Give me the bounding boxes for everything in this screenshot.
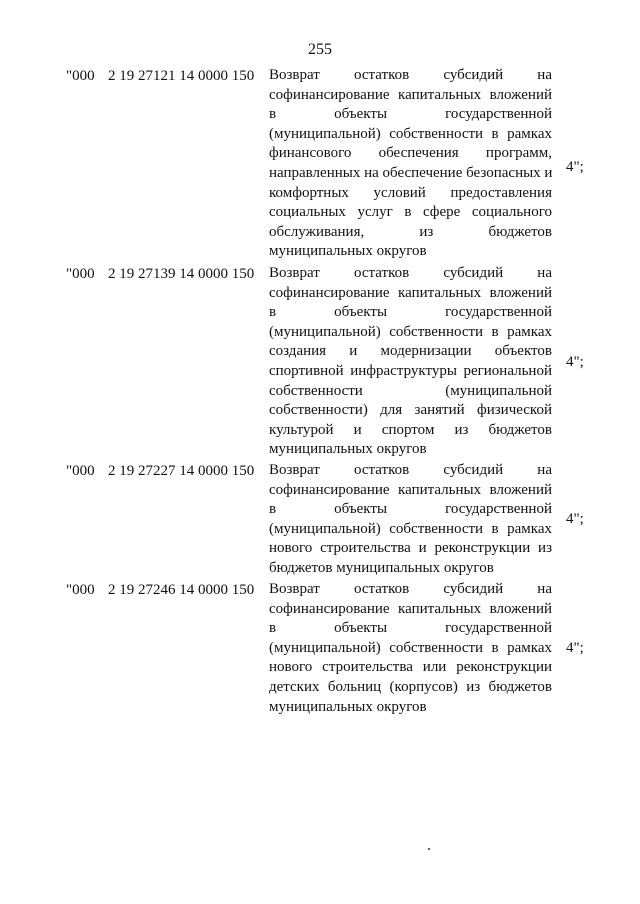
description-line: бюджетов муниципальных округов	[269, 559, 494, 576]
description-line: (муниципальной) собственности в рамках	[269, 639, 552, 656]
scan-speck	[428, 848, 430, 850]
description-line: нового строительства и реконструкции из	[269, 540, 552, 557]
description-line: (муниципальной) собственности в рамках	[269, 520, 552, 537]
description-line: социальных услуг в сфере социального	[269, 204, 552, 221]
description-line: финансового обеспечения программ,	[269, 145, 552, 162]
description-line: в объекты государственной	[269, 106, 552, 123]
budget-code: 2 19 27139 14 0000 150	[108, 266, 255, 282]
entry-prefix: "000	[66, 463, 95, 479]
description-line: детских больниц (корпусов) из бюджетов	[269, 678, 552, 695]
description-line: Возврат остатков субсидий на	[269, 67, 552, 83]
description-line: в объекты государственной	[269, 620, 552, 637]
description-line: Возврат остатков субсидий на	[269, 581, 552, 597]
description-line: софинансирование капитальных вложений	[269, 481, 552, 498]
entry-suffix: 4";	[566, 511, 584, 527]
description-line: собственности) для занятий физической	[269, 402, 552, 419]
description-line: муниципальных округов	[269, 698, 427, 715]
entry-suffix: 4";	[566, 354, 584, 370]
description-line: софинансирование капитальных вложений	[269, 86, 552, 103]
description-line: Возврат остатков субсидий на	[269, 462, 552, 478]
description-line: направленных на обеспечение безопасных и	[269, 164, 553, 181]
description-line: софинансирование капитальных вложений	[269, 284, 552, 301]
description-line: комфортных условий предоставления	[269, 184, 552, 201]
entry-suffix: 4";	[566, 640, 584, 656]
description-line: в объекты государственной	[269, 304, 552, 321]
description-line: нового строительства или реконструкции	[269, 659, 552, 676]
budget-code: 2 19 27121 14 0000 150	[108, 68, 255, 84]
description-line: культурой и спортом из бюджетов	[269, 421, 552, 438]
description-line: муниципальных округов	[269, 441, 427, 458]
description-line: спортивной инфраструктуры региональной	[269, 362, 552, 379]
page-number: 255	[308, 41, 332, 58]
entry-prefix: "000	[66, 68, 95, 84]
budget-code: 2 19 27246 14 0000 150	[108, 582, 255, 598]
description-line: собственности (муниципальной	[269, 382, 552, 399]
entry-prefix: "000	[66, 266, 95, 282]
entry-description	[269, 461, 552, 579]
description-line: (муниципальной) собственности в рамках	[269, 323, 552, 340]
description-line: муниципальных округов	[269, 243, 427, 260]
entry-description	[269, 66, 552, 262]
description-line: создания и модернизации объектов	[269, 343, 552, 360]
entry-suffix: 4";	[566, 159, 584, 175]
description-line: софинансирование капитальных вложений	[269, 600, 552, 617]
entry-description	[269, 264, 552, 460]
description-line: (муниципальной) собственности в рамках	[269, 125, 552, 142]
description-line: Возврат остатков субсидий на	[269, 265, 552, 281]
description-line: в объекты государственной	[269, 501, 552, 518]
description-line: обслуживания, из бюджетов	[269, 223, 552, 240]
entry-prefix: "000	[66, 582, 95, 598]
budget-code: 2 19 27227 14 0000 150	[108, 463, 255, 479]
entry-description	[269, 580, 552, 717]
